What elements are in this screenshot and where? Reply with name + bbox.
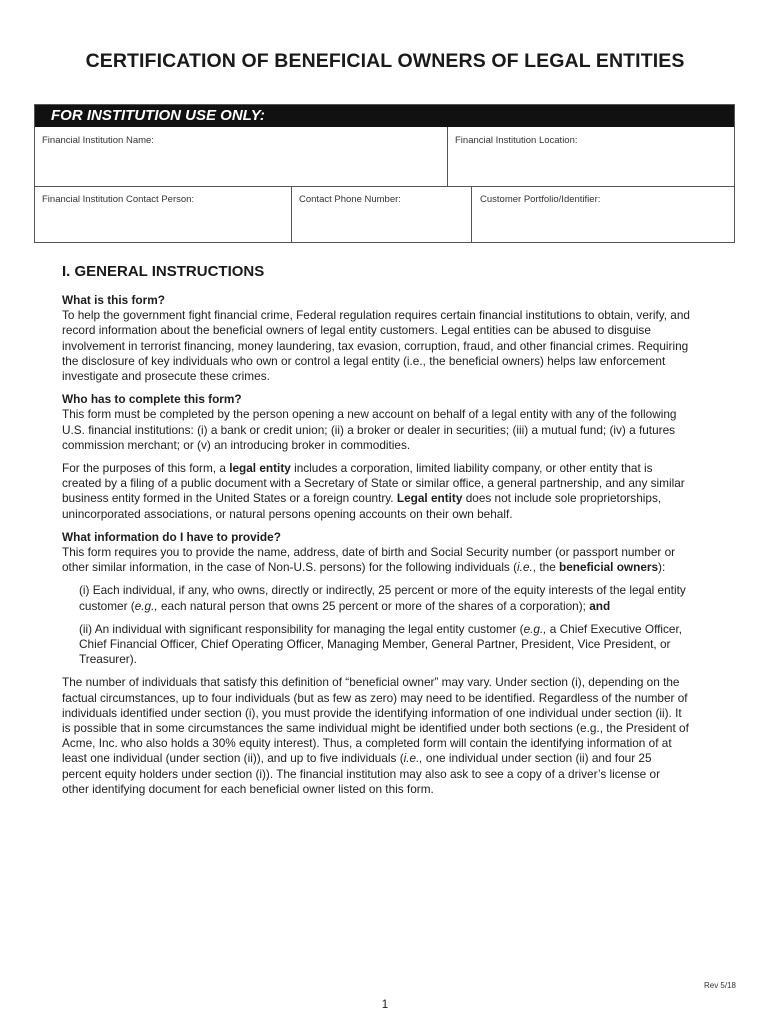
revision-label: Rev 5/18 [703, 981, 736, 990]
answer-who-completes: This form must be completed by the person opening a new account on behalf of a legal entity with any of the following U.S. financial institutions: (i) a bank or credit union; (ii) a broker or dealer in securities; (iii) a mutual fund; (iv) a futures commission merchant; or (v) an introducing broker in commodities. [62, 407, 677, 452]
answer-what-is-form: To help the government fight financial crime, Federal regulation requires certain financial institutions to obtain, verify, and record information about the beneficial owners of legal entity customers. Legal entities can be abused to disguise involvement in terrorist financing, money laundering, tax evasion, corruption, fraud, and other financial crimes. Requiring the disclosure of key individuals who own or control a legal entity (i.e., the beneficial owners) helps law enforcement investigate and prosecute these crimes. [62, 308, 690, 384]
institution-row-1 [35, 127, 734, 187]
institution-row-2 [35, 186, 734, 242]
question-what-information: What information do I have to provide? [62, 529, 281, 544]
institution-use-box [34, 104, 735, 243]
contact-person-field[interactable] [35, 186, 292, 242]
customer-portfolio-field[interactable] [472, 186, 734, 242]
financial-institution-name-label: Financial Institution Name: [42, 135, 154, 146]
legal-entity-definition: For the purposes of this form, a legal entity includes a corporation, limited liability company, or other entity that is created by a filing of a public document with a Secretary of State or similar office, a general partnership, and any similar business entity formed in the United States or a foreign country. Legal entity does not include sole proprietorships, unincorporated associations, or natural persons opening accounts on their own behalf. [62, 461, 685, 521]
customer-portfolio-label: Customer Portfolio/Identifier: [480, 194, 601, 205]
question-who-completes: Who has to complete this form? [62, 392, 242, 407]
answer-what-information: This form requires you to provide the name, address, date of birth and Social Security number (or passport number or other similar information, in the case of Non-U.S. persons) for the following individuals (i.e., the beneficial owners): [62, 545, 676, 575]
beneficial-owner-count-paragraph: The number of individuals that satisfy this definition of “beneficial owner” may vary. Under section (i), depending on the factual circumstances, up to four individuals (but as few as zero) may need to be identified. Regardless of the number of individuals identified under section (i), you must provide the identifying information of one individual under section (ii). It is possible that in some circumstances the same individual might be identified under both sections (e.g., the President of Acme, Inc. who also holds a 30% equity interest). Thus, a completed form will contain the identifying information of at least one individual (under section (ii)), and up to five individuals (i.e., one individual under section (ii) and four 25 percent equity holders under section (i)). The financial institution may also ask to see a copy of a driver’s license or other identifying document for each beneficial owner listed on this form. [62, 675, 689, 796]
contact-phone-label: Contact Phone Number: [299, 194, 401, 205]
list-item-equity-owners: (i) Each individual, if any, who owns, directly or indirectly, 25 percent or more of the equity interests of the legal entity customer (e.g., each natural person that owns 25 percent or more of the shares of a corporation); and [79, 583, 686, 613]
page-number: 1 [381, 999, 389, 1011]
list-item-control-person: (ii) An individual with significant responsibility for managing the legal entity customer (e.g., a Chief Executive Officer, Chief Financial Officer, Chief Operating Officer, Managing Member, General Partner, President, Vice President, or Treasurer). [79, 621, 683, 667]
financial-institution-name-field[interactable] [35, 127, 448, 186]
contact-phone-field[interactable] [292, 186, 472, 242]
question-what-is-form: What is this form? [62, 293, 165, 307]
instructions-body [62, 293, 690, 797]
page-title: CERTIFICATION OF BENEFICIAL OWNERS OF LEGAL ENTITIES [85, 50, 685, 72]
section-heading: I. GENERAL INSTRUCTIONS [62, 263, 265, 280]
institution-box-header: FOR INSTITUTION USE ONLY: [35, 105, 734, 127]
financial-institution-location-label: Financial Institution Location: [455, 135, 578, 146]
contact-person-label: Financial Institution Contact Person: [42, 194, 195, 205]
financial-institution-location-field[interactable] [448, 127, 734, 186]
